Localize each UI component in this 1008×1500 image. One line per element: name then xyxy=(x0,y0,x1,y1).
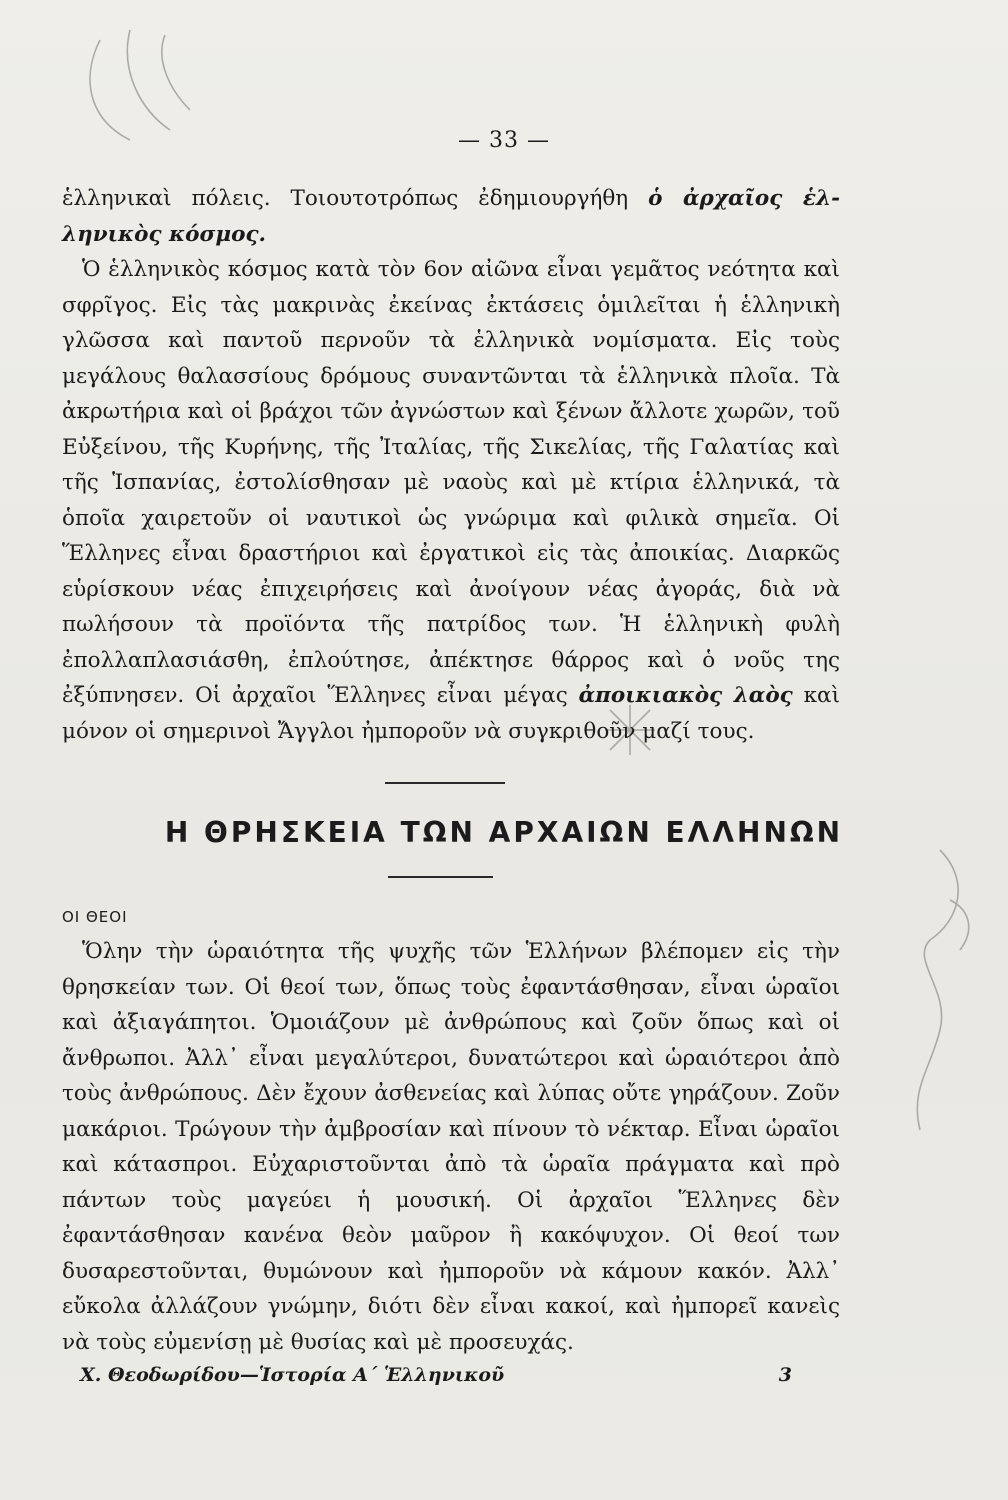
footer-text: Χ. Θεοδωρίδου—Ἱστορία Α´ Ἑλληνικοῦ xyxy=(80,1364,505,1386)
intro-paragraph xyxy=(62,252,840,749)
intro-text-block xyxy=(62,181,840,749)
intro-paragraph-bold: ἀποικιακὸς λαὸς xyxy=(578,683,793,708)
intro-bold-phrase-end: ληνικὸς κόσμος. xyxy=(62,221,267,247)
intro-continuation xyxy=(62,181,840,252)
section-subtitle: ΟΙ ΘΕΟΙ xyxy=(62,908,128,926)
divider-bottom xyxy=(388,876,493,878)
page-footer xyxy=(80,1364,792,1386)
footer-number: 3 xyxy=(778,1364,792,1386)
section-paragraph: Ὅλην τὴν ὡραιότητα τῆς ψυχῆς τῶν Ἑλλήνων βλέπομεν εἰς τὴν θρησκείαν των. Οἱ θεοί των, ὅπως τοὺς ἐφαντάσθησαν, εἶναι ὡραῖοι καὶ ἀξιαγάπητοι. Ὁμοιάζουν μὲ ἀνθρώπους καὶ ζοῦν ὅπως καὶ οἱ ἄνθρωποι. Ἀλλ᾽ εἶναι μεγαλύτεροι, δυνατώτεροι καὶ ὡραιότεροι ἀπὸ τοὺς ἀνθρώπους. Δὲν ἔχουν ἀσθενείας καὶ λύπας οὔτε γηράζουν. Ζοῦν μακάριοι. Τρώγουν τὴν ἀμβροσίαν καὶ πίνουν τὸ νέκταρ. Εἶναι ὡραῖοι καὶ κάτασπροι. Εὐχαριστοῦνται ἀπὸ τὰ ὡραῖα πράγματα καὶ πρὸ πάντων τοὺς μαγεύει ἡ μουσική. Οἱ ἀρχαῖοι Ἕλληνες δὲν ἐφαντάσθησαν κανένα θεὸν μαῦρον ἢ κακόψυχον. Οἱ θεοί των δυσαρεστοῦνται, θυμώνουν καὶ ἠμποροῦν νὰ κάμουν κακόν. Ἀλλ᾽ εὔκολα ἀλλάζουν γνώμην, διότι δὲν εἶναι κακοί, καὶ ἠμπορεῖ κανεὶς νὰ τοὺς εὐμενίσῃ μὲ θυσίας καὶ μὲ προσευχάς. xyxy=(62,939,840,1355)
pencil-scribble-right-margin xyxy=(880,840,990,1140)
intro-line-text: ἑλληνικαὶ πόλεις. Τοιουτοτρόπως ἐδημιουργήθη xyxy=(62,186,629,211)
intro-bold-phrase: ὁ ἀρχαῖος ἑλ- xyxy=(648,186,840,211)
intro-paragraph-text: Ὁ ἑλληνικὸς κόσμος κατὰ τὸν 6ον αἰῶνα εἶναι γεμᾶτος νεότητα καὶ σφρῖγος. Εἰς τὰς μακρινὰς ἐκείνας ἐκτάσεις ὁμιλεῖται ἡ ἑλληνικὴ γλῶσσα καὶ παντοῦ περνοῦν τὰ ἑλληνικὰ νομίσματα. Εἰς τοὺς μεγάλους θαλασσίους δρόμους συναντῶνται τὰ ἑλληνικὰ πλοῖα. Τὰ ἀκρωτήρια καὶ οἱ βράχοι τῶν ἀγνώστων καὶ ξένων ἄλλοτε χωρῶν, τοῦ Εὐξείνου, τῆς Κυρήνης, τῆς Ἰταλίας, τῆς Σικελίας, τῆς Γαλατίας καὶ τῆς Ἱσπανίας, ἐστολίσθησαν μὲ ναοὺς καὶ μὲ κτίρια ἑλληνικά, τὰ ὁποῖα χαιρετοῦν οἱ ναυτικοὶ ὡς γνώριμα καὶ φιλικὰ σημεῖα. Οἱ Ἕλληνες εἶναι δραστήριοι καὶ ἐργατικοὶ εἰς τὰς ἀποικίας. Διαρκῶς εὑρίσκουν νέας ἐπιχειρήσεις καὶ ἀνοίγουν νέας ἀγοράς, διὰ νὰ πωλήσουν τὰ προϊόντα τῆς πατρίδος των. Ἡ ἑλληνικὴ φυλὴ ἐπολλαπλασιάσθη, ἐπλούτησε, ἀπέκτησε θάρρος καὶ ὁ νοῦς της ἐξύπνησεν. Οἱ ἀρχαῖοι Ἕλληνες εἶναι μέγας xyxy=(62,257,840,708)
intro-paragraph-end: καὶ μόνον οἱ σημερινοὶ Ἄγγλοι ἠμποροῦν νὰ συγκριθοῦν μαζί τους. xyxy=(62,683,840,744)
page-number: — 33 — xyxy=(458,128,550,153)
section-title: Η ΘΡΗΣΚΕΙΑ ΤΩΝ ΑΡΧΑΙΩΝ ΕΛΛΗΝΩΝ xyxy=(164,816,844,849)
divider-top xyxy=(385,782,505,784)
section-text-block xyxy=(62,934,840,1360)
